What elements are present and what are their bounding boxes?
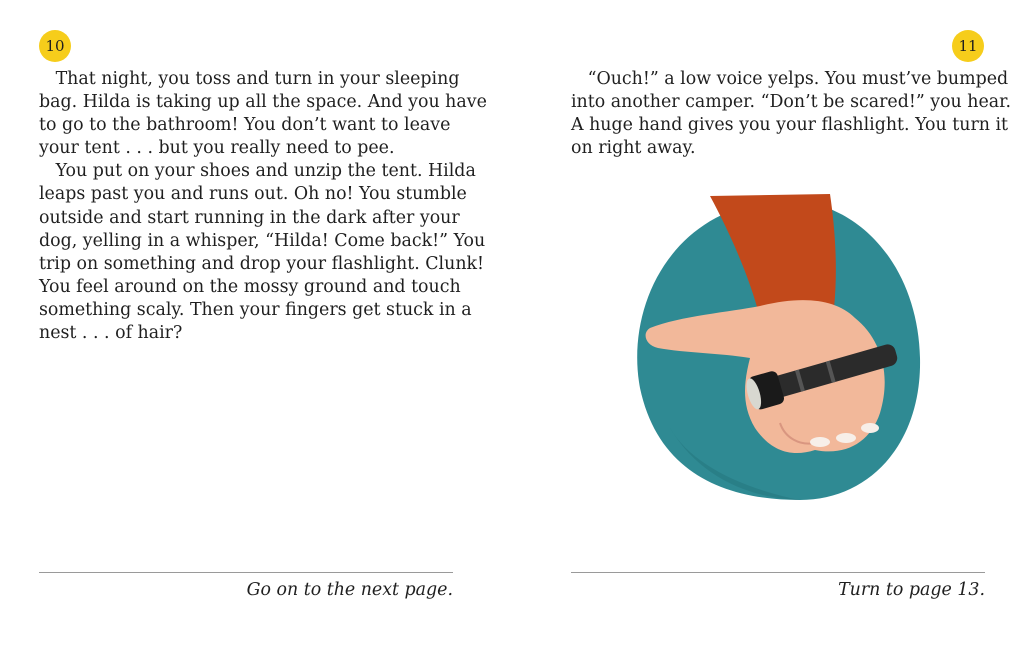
text-line: into another camper. “Don’t be scared!” you hear. [571, 92, 1012, 113]
page-number-left: 10 [39, 30, 71, 62]
right-page-text [571, 68, 1012, 160]
text-line: nest . . . of hair? [39, 323, 183, 344]
footer-left: Go on to the next page. [246, 580, 453, 600]
fingernail [810, 437, 830, 447]
fingernail [836, 433, 856, 443]
footer-rule-right [571, 572, 985, 573]
text-line: That night, you toss and turn in your sleeping [39, 69, 460, 89]
text-line: “Ouch!” a low voice yelps. You must’ve bumped [571, 69, 1009, 89]
page-number-right: 11 [952, 30, 984, 62]
text-line: outside and start running in the dark after your [39, 207, 460, 228]
text-line: your tent . . . but you really need to pee. [39, 138, 395, 159]
footer-rule-left [39, 572, 453, 573]
text-line: trip on something and drop your flashlight. Clunk! [39, 253, 485, 274]
text-line: You put on your shoes and unzip the tent. Hilda [39, 161, 476, 182]
hand-flashlight-illustration [630, 188, 930, 508]
text-line: A huge hand gives you your flashlight. You turn it [571, 115, 1009, 136]
text-line: to go to the bathroom! You don’t want to leave [39, 115, 451, 136]
text-line: leaps past you and runs out. Oh no! You stumble [39, 184, 467, 205]
text-line: You feel around on the mossy ground and touch [39, 276, 461, 297]
text-line: on right away. [571, 138, 696, 159]
text-line: something scaly. Then your fingers get stuck in a [39, 299, 472, 320]
fingernail [861, 423, 879, 433]
footer-right: Turn to page 13. [838, 580, 985, 600]
text-line: dog, yelling in a whisper, “Hilda! Come back!” You [39, 230, 486, 251]
text-line: bag. Hilda is taking up all the space. And you have [39, 92, 487, 113]
left-page-text [39, 68, 487, 345]
